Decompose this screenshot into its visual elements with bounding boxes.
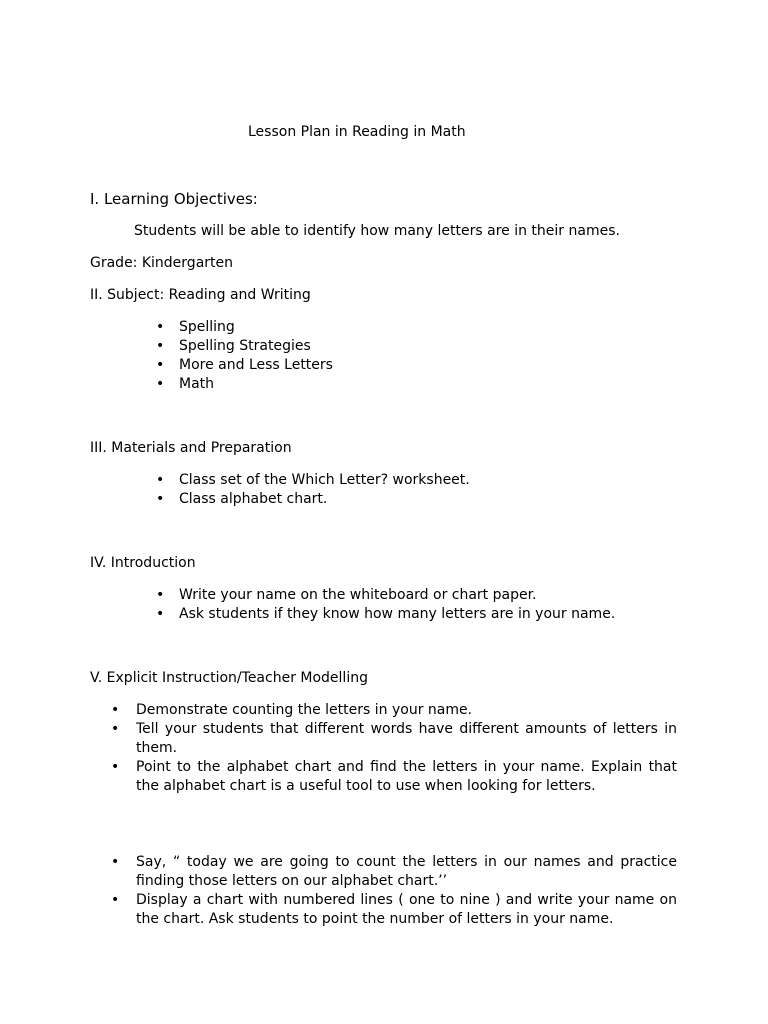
bullet-icon: • xyxy=(156,338,165,354)
bullet-icon: • xyxy=(156,491,165,507)
bullet-icon: • xyxy=(111,702,120,718)
introduction-heading: IV. Introduction xyxy=(90,555,196,571)
bullet-icon: • xyxy=(111,854,120,870)
list-item: • Point to the alphabet chart and find the letters in your name. Explain that the alphabet chart is a useful tool to use when looking for letters. xyxy=(111,759,677,794)
explicit-instruction-list-continued xyxy=(111,853,677,929)
grade-line: Grade: Kindergarten xyxy=(90,255,234,271)
bullet-icon: • xyxy=(156,472,165,488)
learning-objectives-heading: I. Learning Objectives: xyxy=(90,190,258,208)
list-item: • Spelling Strategies xyxy=(156,338,311,354)
materials-heading: III. Materials and Preparation xyxy=(90,440,292,456)
materials-list xyxy=(156,471,470,509)
bullet-icon: • xyxy=(156,357,165,373)
learning-objective-text: Students will be able to identify how many letters are in their names. xyxy=(134,223,620,239)
page-title: Lesson Plan in Reading in Math xyxy=(248,124,466,140)
list-item: • Math xyxy=(156,376,215,392)
explicit-instruction-list xyxy=(111,701,677,796)
list-item: • Spelling xyxy=(156,319,235,335)
bullet-icon: • xyxy=(156,587,165,603)
list-item: • Tell your students that different words have different amounts of letters in them. xyxy=(111,721,677,756)
bullet-icon: • xyxy=(111,892,120,908)
list-item: • Display a chart with numbered lines ( one to nine ) and write your name on the chart. Ask students to point the number of letters in your name. xyxy=(111,892,677,927)
list-item: • Demonstrate counting the letters in your name. xyxy=(111,702,473,718)
bullet-icon: • xyxy=(156,606,165,622)
subject-heading: II. Subject: Reading and Writing xyxy=(90,287,311,303)
subject-list xyxy=(156,318,333,394)
introduction-list xyxy=(156,586,616,624)
list-item: • Class set of the Which Letter? worksheet. xyxy=(156,472,470,488)
list-item: • Write your name on the whiteboard or chart paper. xyxy=(156,587,537,603)
list-item: • Say, “ today we are going to count the letters in our names and practice finding those letters on our alphabet chart.’’ xyxy=(111,854,677,889)
list-item: • Class alphabet chart. xyxy=(156,491,328,507)
bullet-icon: • xyxy=(111,721,120,737)
explicit-instruction-heading: V. Explicit Instruction/Teacher Modelling xyxy=(90,670,368,686)
list-item: • Ask students if they know how many letters are in your name. xyxy=(156,606,616,622)
list-item: • More and Less Letters xyxy=(156,357,333,373)
bullet-icon: • xyxy=(156,376,165,392)
bullet-icon: • xyxy=(156,319,165,335)
bullet-icon: • xyxy=(111,759,120,775)
